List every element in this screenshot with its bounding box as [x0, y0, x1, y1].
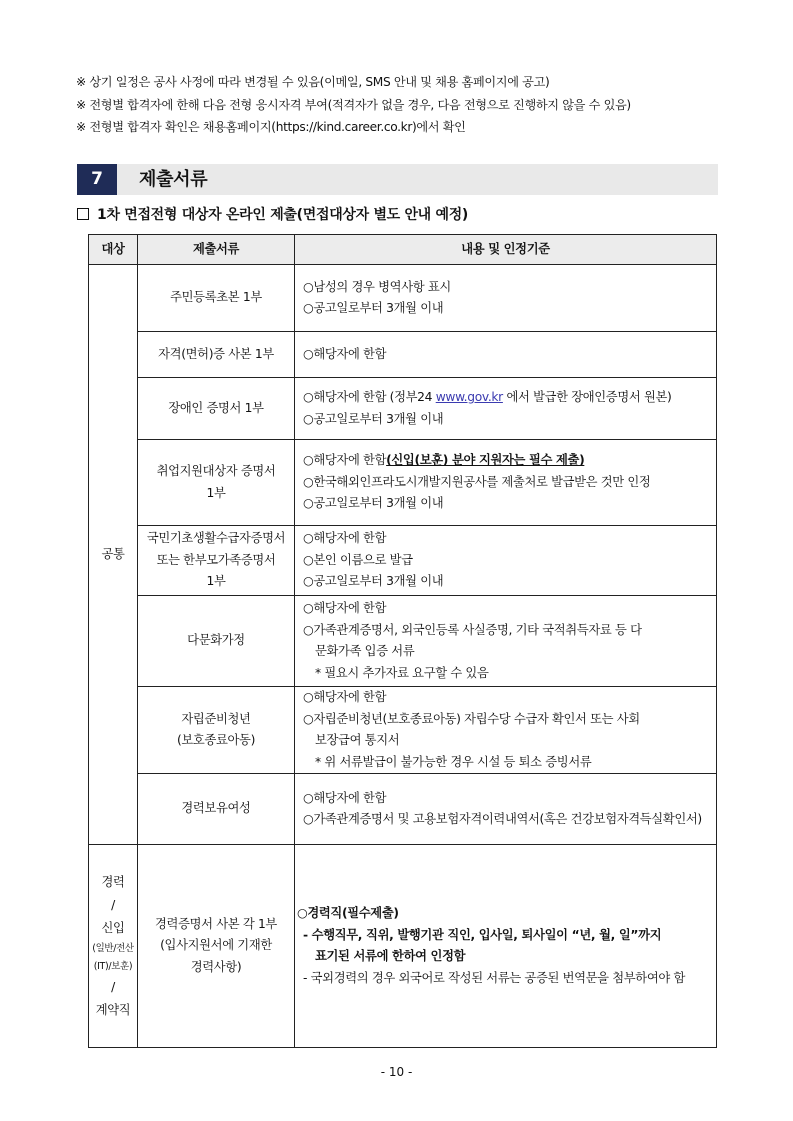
section-header [77, 164, 718, 195]
page-number: - 10 - [380, 1065, 413, 1079]
target-common: 공통 [89, 265, 138, 845]
table-header-row [89, 235, 717, 265]
table-row [89, 774, 717, 845]
content-cell: ○해당자에 한함 [295, 332, 717, 378]
doc-cell: 국민기초생활수급자증명서 또는 한부모가족증명서 1부 [138, 526, 295, 596]
section-title: 제출서류 [139, 169, 208, 190]
content-cell: ○해당자에 한함 ○본인 이름으로 발급 ○공고일로부터 3개월 이내 [295, 526, 717, 596]
checkbox-square-icon [77, 208, 89, 220]
note-qualification: ※ 전형별 합격자에 한해 다음 전형 응시자격 부여(적격자가 없을 경우, 다음 전형으로 진행하지 않을 수 있음) [76, 97, 631, 112]
doc-cell: 주민등록초본 1부 [138, 265, 295, 332]
subheading-text: 1차 면접전형 대상자 온라인 제출(면접대상자 별도 안내 예정) [97, 207, 469, 223]
table-row [89, 526, 717, 596]
doc-cell: 장애인 증명서 1부 [138, 378, 295, 440]
content-cell: ○남성의 경우 병역사항 표시 ○공고일로부터 3개월 이내 [295, 265, 717, 332]
content-cell: ○해당자에 한함 ○가족관계증명서 및 고용보험자격이력내역서(혹은 건강보험자격득실확인서) [295, 774, 717, 845]
content-cell: ○경력직(필수제출) - 수행직무, 직위, 발행기관 직인, 입사일, 퇴사일이 “년, 월, 일”까지 표기된 서류에 한하여 인정함 - 국외경력의 경우 외국어로 작성된 서류는 공증된 번역문을 첨부하여야 함 [295, 845, 717, 1048]
content-cell: ○해당자에 한함(신입(보훈) 분야 지원자는 필수 제출) ○한국해외인프라도시개발지원공사를 제출처로 발급받은 것만 인정 ○공고일로부터 3개월 이내 [295, 440, 717, 526]
notes [76, 71, 736, 139]
gov24-link[interactable]: www.gov.kr [435, 390, 503, 404]
subheading [77, 205, 468, 225]
table-row [89, 265, 717, 332]
doc-cell: 경력보유여성 [138, 774, 295, 845]
header-document: 제출서류 [138, 235, 295, 265]
note-schedule-change: ※ 상기 일정은 공사 사정에 따라 변경될 수 있음(이메일, SMS 안내 및 채용 홈페이지에 공고) [76, 75, 550, 89]
table-row [89, 378, 717, 440]
section-number: 7 [77, 164, 117, 195]
header-content: 내용 및 인정기준 [295, 235, 717, 265]
target-career: 경력 / 신입 (일반/전산 (IT)/보훈) / 계약직 [89, 845, 138, 1048]
content-cell: ○해당자에 한함 ○가족관계증명서, 외국인등록 사실증명, 기타 국적취득자료 등 다 문화가족 입증 서류 * 필요시 추가자료 요구할 수 있음 [295, 596, 717, 687]
table-row [89, 845, 717, 1048]
doc-cell: 경력증명서 사본 각 1부 (입사지원서에 기재한 경력사항) [138, 845, 295, 1048]
doc-cell: 취업지원대상자 증명서 1부 [138, 440, 295, 526]
doc-cell: 자격(면허)증 사본 1부 [138, 332, 295, 378]
header-target: 대상 [89, 235, 138, 265]
documents-table [88, 234, 717, 1048]
table-row [89, 596, 717, 687]
table-row [89, 687, 717, 774]
table-row [89, 332, 717, 378]
note-result-check: ※ 전형별 합격자 확인은 채용홈페이지(https://kind.career.co.kr)에서 확인 [76, 120, 466, 134]
table-row [89, 440, 717, 526]
doc-cell: 다문화가정 [138, 596, 295, 687]
content-cell: ○해당자에 한함 ○자립준비청년(보호종료아동) 자립수당 수급자 확인서 또는 사회 보장급여 통지서 * 위 서류발급이 불가능한 경우 시설 등 퇴소 증빙서류 [295, 687, 717, 774]
doc-cell: 자립준비청년 (보호종료아동) [138, 687, 295, 774]
content-cell: ○해당자에 한함 (정부24 www.gov.kr 에서 발급한 장애인증명서 원본) ○공고일로부터 3개월 이내 [295, 378, 717, 440]
